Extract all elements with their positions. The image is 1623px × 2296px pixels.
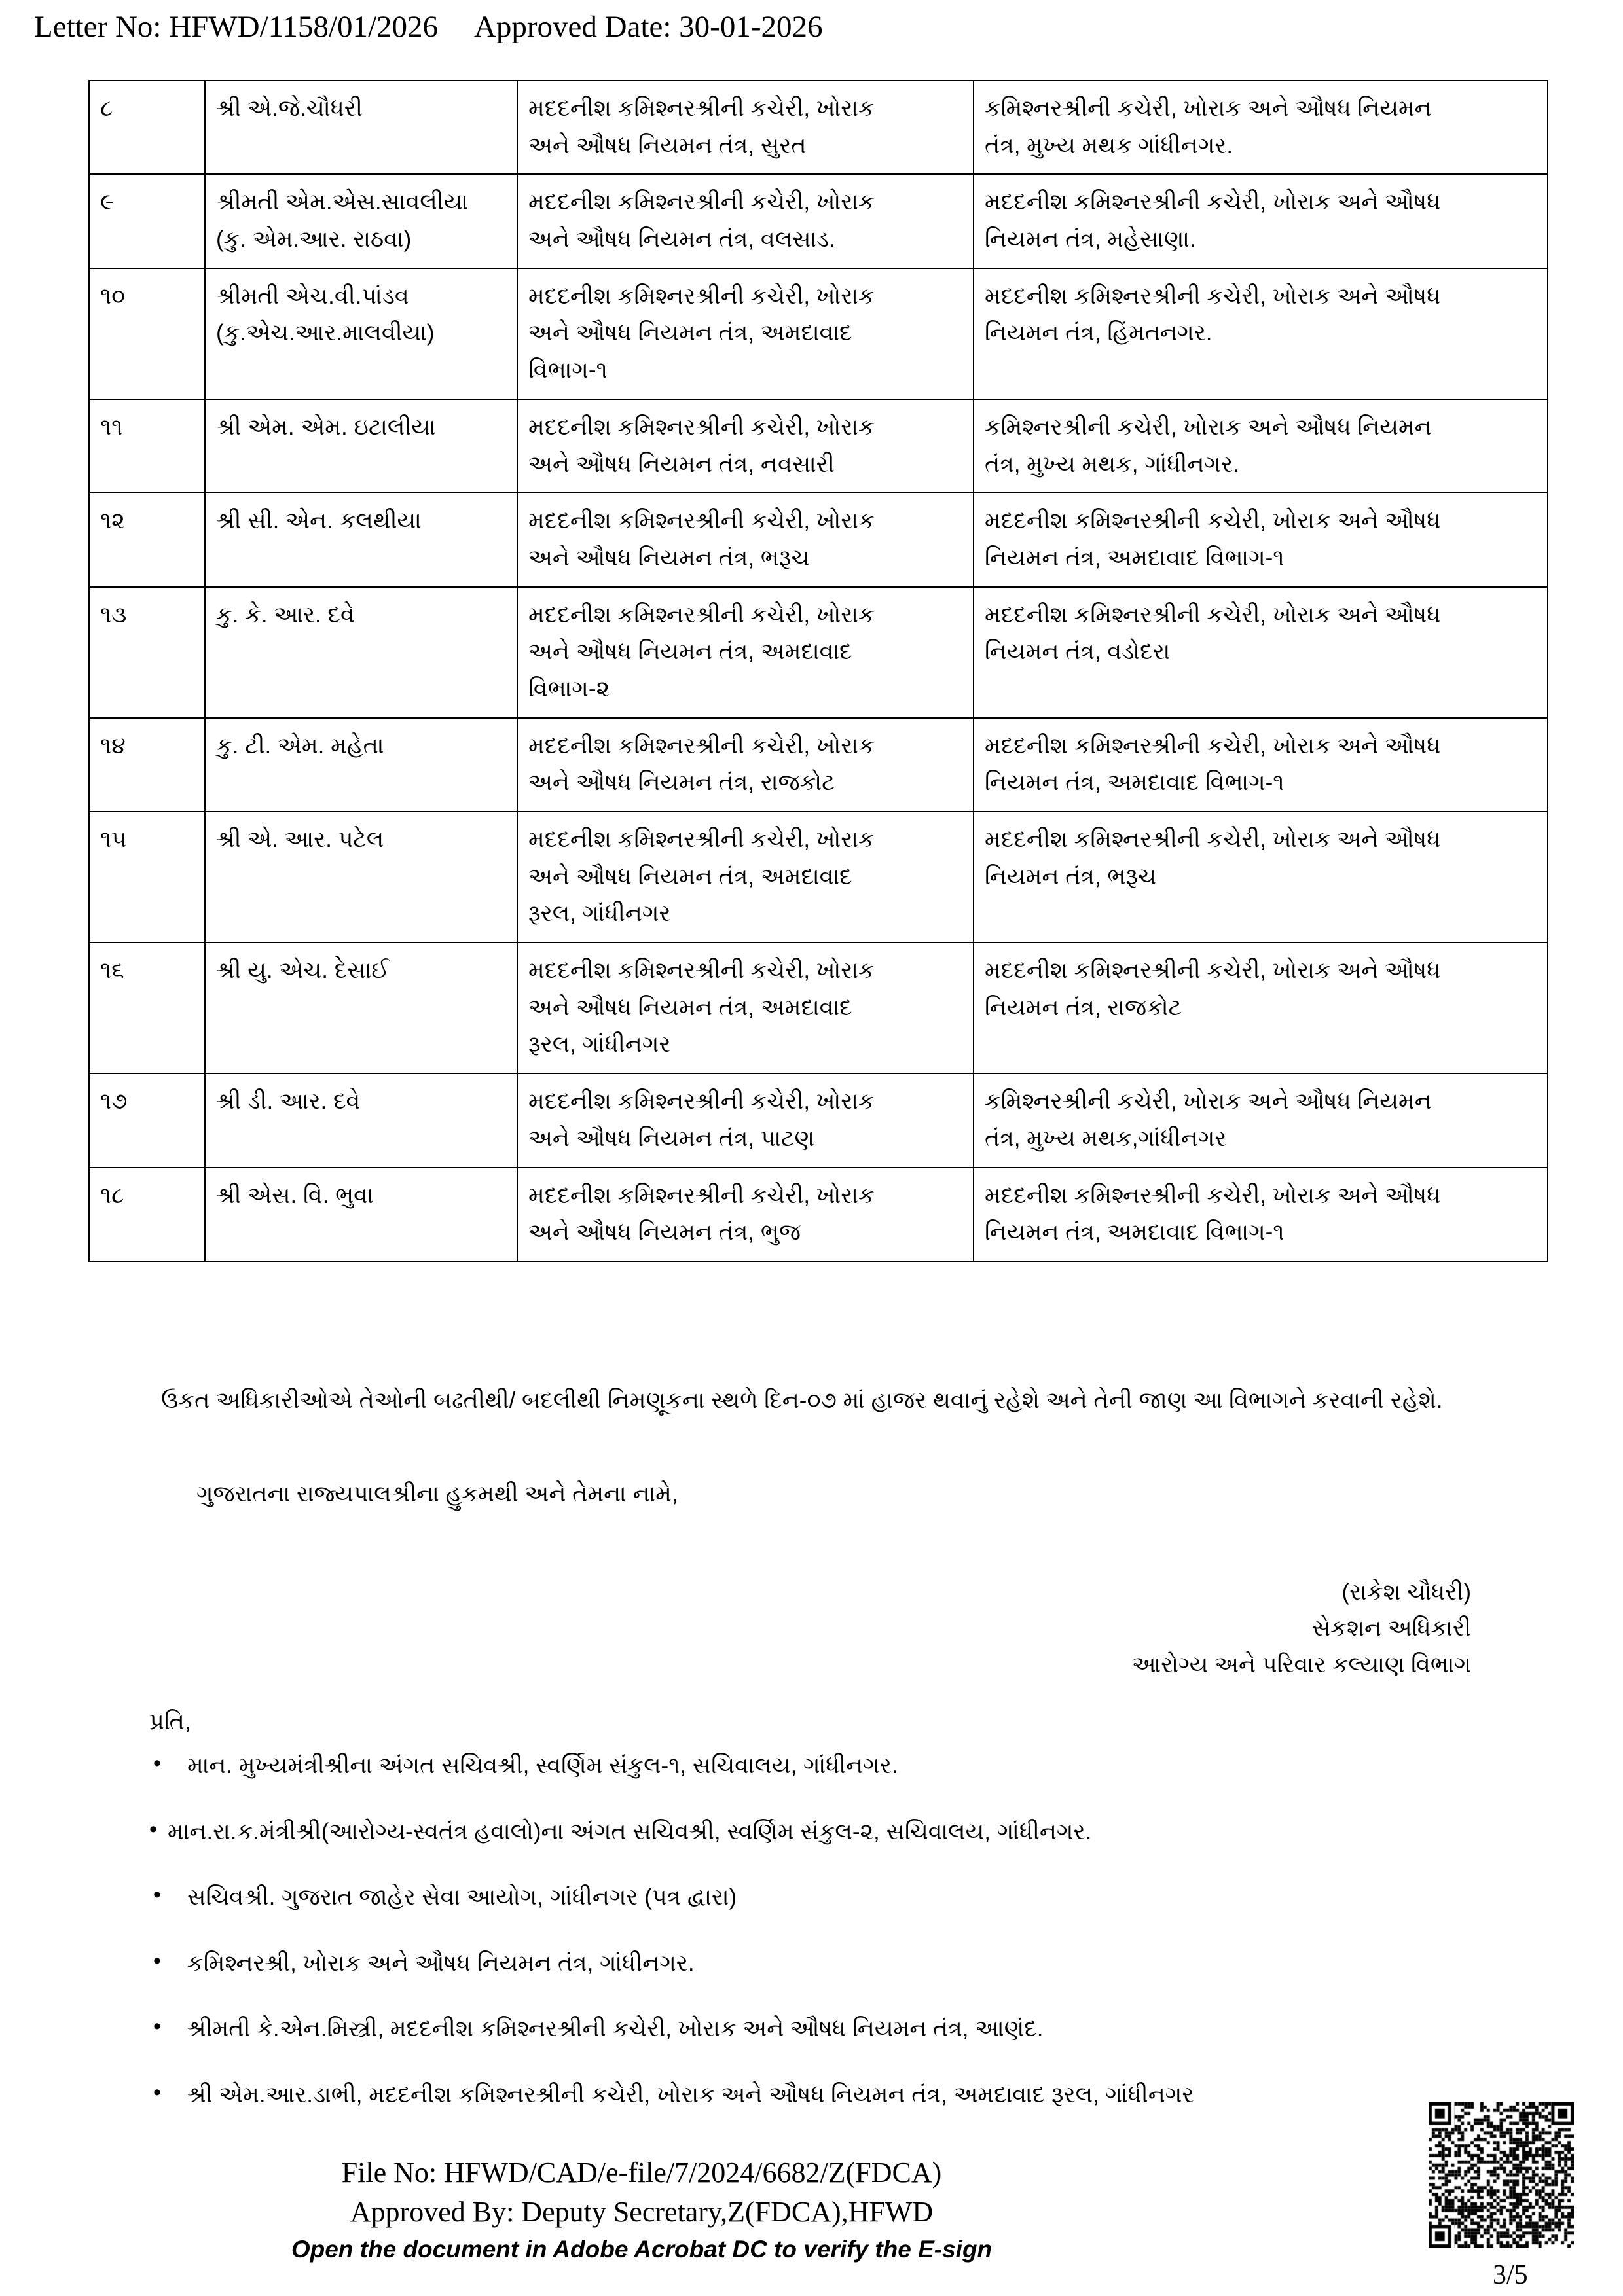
cell-new-office-line: મદદનીશ કમિશ્નરશ્રીની કચેરી, ખોરાક અને ઔષધ [985,732,1441,759]
cell-new-office-line: નિયમન તંત્ર, મહેસાણા. [985,226,1196,253]
cell-officer-name [205,399,517,493]
cell-present-office-line: અને ઔષધ નિયમન તંત્ર, અમદાવાદ [528,639,852,665]
letter-number: Letter No: HFWD/1158/01/2026 [34,10,439,44]
cell-present-office-line: અને ઔષધ નિયમન તંત્ર, ભરૂચ [528,545,810,571]
cell-serial-number-line: ૧૨ [100,508,125,534]
cell-serial-number-line: ૧૮ [100,1182,124,1208]
cell-new-office-line: મદદનીશ કમિશ્નરશ્રીની કચેરી, ખોરાક અને ઔષધ [985,283,1441,309]
footer-block [0,2153,1283,2263]
cell-present-office-line: મદદનીશ કમિશ્નરશ્રીની કચેરી, ખોરાક [528,414,875,440]
cell-officer-name-line: (કુ.એચ.આર.માલવીયા) [216,320,435,346]
list-item [149,1815,1524,1850]
officer-transfer-table [88,80,1548,1262]
cell-officer-name-line: શ્રી ડી. આર. દવે [216,1088,361,1115]
cell-serial-number-line: ૧૦ [100,283,126,309]
cell-new-office [974,81,1548,174]
cell-present-office-line: રૂરલ, ગાંધીનગર [528,901,671,927]
cell-new-office-line: મદદનીશ કમિશ્નરશ્રીની કચેરી, ખોરાક અને ઔષધ [985,601,1441,628]
cell-officer-name-line: શ્રી એસ. વિ. ભુવા [216,1182,374,1208]
list-item-label: સચિવશ્રી. ગુજરાત જાહેર સેવા આયોગ, ગાંધીનગર (પત્ર દ્વારા) [187,1884,737,1910]
cell-new-office-line: મદદનીશ કમિશ્નરશ્રીની કચેરી, ખોરાક અને ઔષધ [985,508,1441,534]
table-row [89,942,1548,1073]
cell-serial-number-line: ૧૬ [100,958,124,984]
approved-date: Approved Date: 30-01-2026 [473,10,823,44]
recipients-list [149,1749,1524,2144]
cell-officer-name-line: શ્રી એ.જે.ચૌધરી [216,96,363,121]
bullet-icon: • [153,2079,161,2105]
cell-officer-name-line: કુ. કે. આર. દવે [216,601,355,628]
cell-new-office-line: કમિશ્નરશ્રીની કચેરી, ખોરાક અને ઔષધ નિયમન [985,414,1432,440]
cell-present-office [517,812,974,942]
cell-present-office-line: અને ઔષધ નિયમન તંત્ર, અમદાવાદ [528,863,852,889]
cell-serial-number [89,174,205,268]
cell-new-office [974,1168,1548,1261]
cell-new-office-line: મદદનીશ કમિશ્નરશ્રીની કચેરી, ખોરાક અને ઔષધ [985,189,1441,215]
list-item [149,1749,1524,1784]
cell-present-office [517,268,974,399]
cell-new-office [974,174,1548,268]
cell-new-office-line: નિયમન તંત્ર, હિંમતનગર. [985,320,1213,346]
list-item-label: માન.રા.ક.મંત્રીશ્રી(આરોગ્ય-સ્વતંત્ર હવાલો)ના અંગત સચિવશ્રી, સ્વર્ણિમ સંકુલ-૨, સચિવાલય, ગાંધીનગર. [168,1818,1092,1844]
cell-present-office [517,718,974,812]
signatory-department: આરોગ્ય અને પરિવાર કલ્યાણ વિભાગ [1131,1651,1471,1677]
cell-new-office [974,942,1548,1073]
cell-present-office-line: મદદનીશ કમિશ્નરશ્રીની કચેરી, ખોરાક [528,283,875,309]
cell-new-office-line: મદદનીશ કમિશ્નરશ્રીની કચેરી, ખોરાક અને ઔષધ [985,958,1441,984]
officer-table-body [89,81,1548,1261]
cell-serial-number [89,942,205,1073]
cell-serial-number [89,587,205,718]
cell-new-office-line: નિયમન તંત્ર, રાજકોટ [985,994,1182,1020]
cell-present-office [517,587,974,718]
cell-new-office-line: નિયમન તંત્ર, વડોદરા [985,639,1171,665]
cell-officer-name-line: શ્રીમતી એચ.વી.પાંડવ [216,283,409,309]
qr-code-canvas [1429,2102,1574,2248]
cell-new-office [974,587,1548,718]
bullet-icon: • [153,1751,161,1776]
cell-present-office-line: અને ઔષધ નિયમન તંત્ર, રાજકોટ [528,770,835,796]
list-item-label: કમિશ્નરશ્રી, ખોરાક અને ઔષધ નિયમન તંત્ર, ગાંધીનગર. [187,1950,695,1976]
cell-officer-name [205,81,517,174]
cell-present-office-line: મદદનીશ કમિશ્નરશ્રીની કચેરી, ખોરાક [528,96,875,121]
cell-present-office-line: મદદનીશ કમિશ્નરશ્રીની કચેરી, ખોરાક [528,1088,875,1115]
cell-serial-number [89,268,205,399]
cell-new-office-line: તંત્ર, મુખ્ય મથક, ગાંધીનગર. [985,451,1239,477]
signatory-designation: સેકશન અધિકારી [1311,1615,1471,1641]
table-row [89,81,1548,174]
cell-officer-name [205,942,517,1073]
cell-new-office-line: નિયમન તંત્ર, અમદાવાદ વિભાગ-૧ [985,545,1285,571]
cell-present-office-line: મદદનીશ કમિશ્નરશ્રીની કચેરી, ખોરાક [528,508,875,534]
cell-present-office-line: રૂરલ, ગાંધીનગર [528,1031,671,1058]
cell-serial-number-line: ૯ [100,189,114,215]
bullet-icon: • [153,2014,161,2039]
cell-present-office-line: વિભાગ-૧ [528,357,608,384]
cell-present-office [517,174,974,268]
bullet-icon: • [153,1882,161,1907]
cell-present-office-line: અને ઔષધ નિયમન તંત્ર, ભુજ [528,1219,801,1246]
list-item [149,2012,1524,2047]
page-number: 3/5 [1493,2260,1528,2290]
cell-serial-number-line: ૧૪ [100,732,126,759]
cell-serial-number [89,493,205,586]
cell-present-office-line: મદદનીશ કમિશ્નરશ્રીની કચેરી, ખોરાક [528,601,875,628]
cell-new-office-line: કમિશ્નરશ્રીની કચેરી, ખોરાક અને ઔષધ નિયમન [985,1088,1432,1115]
cell-officer-name [205,718,517,812]
cell-serial-number [89,81,205,174]
cell-new-office [974,718,1548,812]
cell-officer-name-line: શ્રી યુ. એચ. દેસાઈ [216,958,390,984]
table-row [89,174,1548,268]
cell-present-office-line: મદદનીશ કમિશ્નરશ્રીની કચેરી, ખોરાક [528,827,875,852]
cell-present-office [517,1073,974,1167]
cell-officer-name [205,174,517,268]
cell-officer-name-line: શ્રી સી. એન. કલથીયા [216,508,422,534]
cell-new-office [974,399,1548,493]
cell-new-office-line: કમિશ્નરશ્રીની કચેરી, ખોરાક અને ઔષધ નિયમન [985,96,1432,121]
cell-new-office [974,1073,1548,1167]
list-item-label: માન. મુખ્યમંત્રીશ્રીના અંગત સચિવશ્રી, સ્વર્ણિમ સંકુલ-૧, સચિવાલય, ગાંધીનગર. [187,1753,898,1778]
table-row [89,1073,1548,1167]
qr-code [1429,2102,1574,2248]
recipients-label: પ્રતિ, [149,1709,191,1734]
cell-serial-number [89,1168,205,1261]
cell-present-office [517,81,974,174]
table-row [89,812,1548,942]
table-row [89,493,1548,586]
cell-present-office-line: અને ઔષધ નિયમન તંત્ર, પાટણ [528,1125,815,1151]
cell-present-office [517,399,974,493]
cell-serial-number-line: ૧૧ [100,414,123,440]
cell-serial-number [89,399,205,493]
cell-new-office [974,268,1548,399]
table-row [89,587,1548,718]
cell-officer-name [205,812,517,942]
list-item [149,1946,1524,1981]
cell-present-office [517,942,974,1073]
cell-serial-number [89,718,205,812]
cell-new-office-line: તંત્ર, મુખ્ય મથક,ગાંધીનગર [985,1125,1227,1151]
cell-new-office [974,812,1548,942]
cell-present-office [517,493,974,586]
table-row [89,1168,1548,1261]
signatory-name: (રાકેશ ચૌધરી) [1341,1579,1471,1605]
cell-present-office-line: અને ઔષધ નિયમન તંત્ર, નવસારી [528,451,835,477]
table-row [89,268,1548,399]
cell-present-office-line: અને ઔષધ નિયમન તંત્ર, સુરત [528,132,807,158]
cell-officer-name [205,493,517,586]
list-item [149,1880,1524,1915]
cell-new-office-line: નિયમન તંત્ર, અમદાવાદ વિભાગ-૧ [985,1219,1285,1246]
cell-serial-number-line: ૧૩ [100,601,127,628]
cell-officer-name [205,587,517,718]
cell-new-office-line: નિયમન તંત્ર, ભરૂચ [985,863,1156,889]
cell-officer-name [205,1073,517,1167]
cell-officer-name-line: (કુ. એમ.આર. રાઠવા) [216,226,412,253]
cell-officer-name [205,268,517,399]
cell-new-office [974,493,1548,586]
cell-present-office-line: મદદનીશ કમિશ્નરશ્રીની કચેરી, ખોરાક [528,189,875,215]
deadline-paragraph: ઉકત અધિકારીઓએ તેઓની બઢતીથી/ બદલીથી નિમણૂકના સ્થળે દિન-૦૭ માં હાજર થવાનું રહેશે અને તેની જાણ આ વિભાગને કરવાની રહેશે. [161,1388,1443,1413]
cell-present-office-line: અને ઔષધ નિયમન તંત્ર, વલસાડ. [528,226,836,253]
table-row [89,399,1548,493]
file-number: File No: HFWD/CAD/e-file/7/2024/6682/Z(FDCA) [341,2157,942,2189]
cell-serial-number-line: ૧૫ [100,827,127,852]
cell-officer-name-line: શ્રી એ. આર. પટેલ [216,827,384,852]
cell-serial-number-line: ૧૭ [100,1088,128,1115]
cell-serial-number [89,1073,205,1167]
cell-officer-name [205,1168,517,1261]
cell-new-office-line: તંત્ર, મુખ્ય મથક ગાંધીનગર. [985,132,1233,158]
list-item-label: શ્રી એમ.આર.ડાભી, મદદનીશ કમિશ્નરશ્રીની કચેરી, ખોરાક અને ઔષધ નિયમન તંત્ર, અમદાવાદ રૂરલ, ગાંધીનગર [187,2081,1194,2108]
cell-present-office [517,1168,974,1261]
cell-officer-name-line: શ્રી એમ. એમ. ઇટાલીયા [216,414,436,440]
cell-new-office-line: મદદનીશ કમિશ્નરશ્રીની કચેરી, ખોરાક અને ઔષધ [985,827,1441,852]
signature-block [1132,1574,1471,1683]
cell-serial-number [89,812,205,942]
cell-officer-name-line: કુ. ટી. એમ. મહેતા [216,732,384,759]
cell-present-office-line: મદદનીશ કમિશ્નરશ્રીની કચેરી, ખોરાક [528,958,875,984]
cell-officer-name-line: શ્રીમતી એમ.એસ.સાવલીયા [216,189,468,215]
cell-new-office-line: નિયમન તંત્ર, અમદાવાદ વિભાગ-૧ [985,770,1285,796]
list-item-label: શ્રીમતી કે.એન.મિસ્ત્રી, મદદનીશ કમિશ્નરશ્રીની કચેરી, ખોરાક અને ઔષધ નિયમન તંત્ર, આણંદ. [187,2016,1044,2041]
governor-order-line: ગુજરાતના રાજ્યપાલશ્રીના હુકમથી અને તેમના નામે, [196,1481,678,1507]
cell-present-office-line: વિભાગ-૨ [528,675,610,702]
cell-present-office-line: મદદનીશ કમિશ્નરશ્રીની કચેરી, ખોરાક [528,1182,875,1208]
cell-present-office-line: મદદનીશ કમિશ્નરશ્રીની કચેરી, ખોરાક [528,732,875,759]
letter-header [34,9,822,45]
bullet-icon: • [153,1948,161,1973]
table-row [89,718,1548,812]
approved-by: Approved By: Deputy Secretary,Z(FDCA),HFWD [350,2195,934,2228]
cell-present-office-line: અને ઔષધ નિયમન તંત્ર, અમદાવાદ [528,994,852,1020]
list-item [149,2078,1524,2113]
cell-present-office-line: અને ઔષધ નિયમન તંત્ર, અમદાવાદ [528,320,852,346]
cell-new-office-line: મદદનીશ કમિશ્નરશ્રીની કચેરી, ખોરાક અને ઔષધ [985,1182,1441,1208]
bullet-icon: • [149,1816,157,1842]
esign-note: Open the document in Adobe Acrobat DC to verify the E-sign [291,2235,993,2263]
cell-serial-number-line: ૮ [100,96,113,121]
